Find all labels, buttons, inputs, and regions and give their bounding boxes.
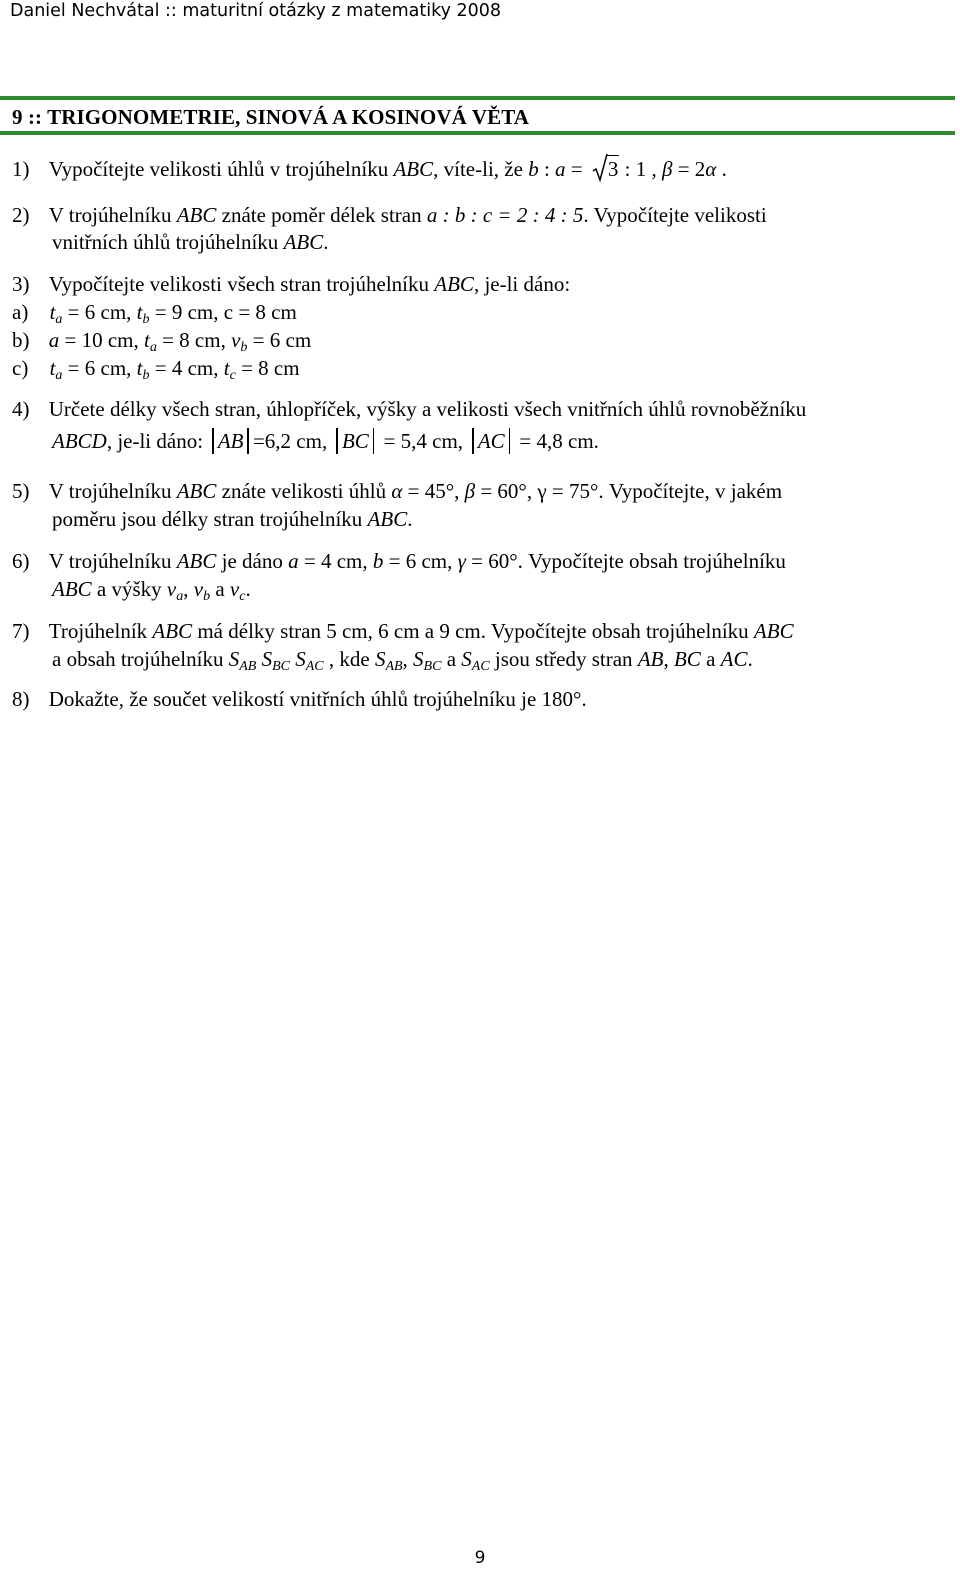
midpoints-list: $S_{AB}$, $S_{BC}$ a $S_{AC}$ [374,647,490,674]
sqrt-argument: 3 [607,157,619,181]
triangle-name: ABC [176,203,217,227]
problem-text: = 4,8 cm. [514,429,599,453]
problem-text: jsou středy stran [489,647,638,671]
altitudes-list: $v_a$, $v_b$ a $v_c$. [166,577,251,604]
triangle-name: ABC [434,272,474,296]
math-var: b [528,157,539,181]
beta-symbol: β [464,479,476,503]
alpha-symbol: α [705,157,717,181]
alpha-symbol: α [391,479,403,503]
problem-7-line-2 [52,646,753,672]
problem-text: =6,2 cm, [252,429,333,453]
problem-text: Trojúhelník [48,619,153,643]
problem-3-b [12,327,311,353]
problem-text: Vypočítejte velikosti úhlů v trojúhelníku [48,157,394,181]
problem-text: = 5,4 cm, [378,429,469,453]
math-op: = 2 [672,157,706,181]
problem-1 [12,156,727,182]
sqrt-symbol [592,156,620,182]
math-op: . [716,157,727,181]
problem-text: vnitřních úhlů trojúhelníku [52,230,284,254]
segment-name: BC [341,429,369,453]
math-var: a [288,549,299,573]
problem-2-line-2 [52,229,328,255]
ratio-expression: a : b : c = 2 : 4 : 5 [426,203,584,227]
problem-text: , víte-li, že [433,157,529,181]
abs-bar [212,428,214,454]
triangle-name: ABC [753,619,794,643]
triangle-name: ABC [152,619,193,643]
subproblem-a-text: $t_a = 6$ cm, $t_b = 9$ cm, c = 8 cm [49,300,297,327]
math-var: a [555,157,566,181]
problem-text: = 6 cm, [383,549,458,573]
problem-text: znáte velikosti úhlů [216,479,392,503]
problem-text: = 60°. Vypočítejte obsah trojúhelníku [465,549,786,573]
problem-text: V trojúhelníku [48,479,177,503]
problem-text: znáte poměr délek stran [216,203,427,227]
problem-text: = 45°, [402,479,465,503]
problem-text: Dokažte, že součet velikostí vnitřních úhlů trojúhelníku je 180°. [48,687,587,711]
problem-3-a [12,299,297,325]
subproblem-label: a) [12,300,29,324]
problem-7 [12,618,794,644]
problem-8 [12,686,587,712]
problem-text: . [407,507,413,531]
problem-number: 3) [12,272,30,296]
page-number: 9 [474,1548,486,1568]
problem-text: a [700,647,721,671]
abs-bar [373,428,375,454]
gamma-symbol: γ [457,549,466,573]
problem-6-line-2 [52,576,251,602]
problem-number: 8) [12,687,30,711]
problem-text: . [747,647,753,671]
problem-text: a obsah trojúhelníku [52,647,229,671]
subproblem-label: c) [12,356,29,380]
segment-name: AB [217,429,244,453]
triangle-name: ABC [367,507,408,531]
problem-number: 1) [12,157,30,181]
problem-4-line-2 [52,428,599,454]
abs-bar [472,428,474,454]
segment-name: AC [720,647,748,671]
beta-symbol: β [661,157,673,181]
subproblem-b-text: a = 10 cm, $t_a = 8$ cm, $v_b = 6$ cm [48,328,312,355]
parallelogram-name: ABCD [52,429,107,453]
problem-text: a výšky [91,577,167,601]
problem-text: má délky stran 5 cm, 6 cm a 9 cm. Vypočítejte obsah trojúhelníku [192,619,754,643]
triangle-name: ABC [393,157,434,181]
triangle-name: ABC [283,230,324,254]
problem-text: Vypočítejte velikosti všech stran trojúhelníku [48,272,435,296]
problem-6 [12,548,786,574]
problem-5 [12,478,782,504]
problem-text: je dáno [216,549,289,573]
problem-text: . Vypočítejte velikosti [583,203,767,227]
problem-text: Určete délky všech stran, úhlopříček, výšky a velikosti všech vnitřních úhlů rovnoběžníku [48,397,807,421]
triangle-name: ABC [52,577,92,601]
problem-number: 4) [12,397,30,421]
segment-name: AC [477,429,505,453]
problem-text: V trojúhelníku [48,203,177,227]
problem-text: = 4 cm, [298,549,373,573]
math-op: : [538,157,556,181]
math-op: : 1 , [619,157,662,181]
problem-text: poměru jsou délky stran trojúhelníku [52,507,368,531]
problem-number: 5) [12,479,30,503]
abs-bar [509,428,511,454]
math-op: = [565,157,588,181]
problem-2 [12,202,767,228]
problem-text: V trojúhelníku [48,549,177,573]
subproblem-c-text: $t_a = 6$ cm, $t_b = 4$ cm, $t_c = 8$ cm [49,356,300,383]
midpoint-triangle: $S_{AB}$ $S_{BC}$ $S_{AC}$ [228,647,324,674]
problem-5-line-2 [52,506,412,532]
abs-bar [247,428,249,454]
section-title: 9 :: TRIGONOMETRIE, SINOVÁ A KOSINOVÁ VĚTA [12,105,530,129]
problem-number: 6) [12,549,30,573]
abs-bar [336,428,338,454]
problem-3-c [12,355,300,381]
triangle-name: ABC [176,549,217,573]
problem-4 [12,396,806,422]
problem-3 [12,271,570,297]
problem-number: 7) [12,619,30,643]
problem-text: . [323,230,329,254]
problem-text: = 60°, γ = 75°. Vypočítejte, v jakém [475,479,783,503]
problem-text: , kde [323,647,375,671]
page-header: Daniel Nechvátal :: maturitní otázky z matematiky 2008 [10,1,502,21]
problem-text: , je-li dáno: [106,429,209,453]
triangle-name: ABC [176,479,217,503]
header-rule-bottom [0,131,955,135]
segment-name: BC [673,647,701,671]
problem-text: , [663,647,674,671]
segment-name: AB [637,647,664,671]
math-var: b [372,549,384,573]
subproblem-label: b) [12,328,30,352]
problem-text: , je-li dáno: [473,272,571,296]
header-rule-top [0,96,955,100]
problem-number: 2) [12,203,30,227]
